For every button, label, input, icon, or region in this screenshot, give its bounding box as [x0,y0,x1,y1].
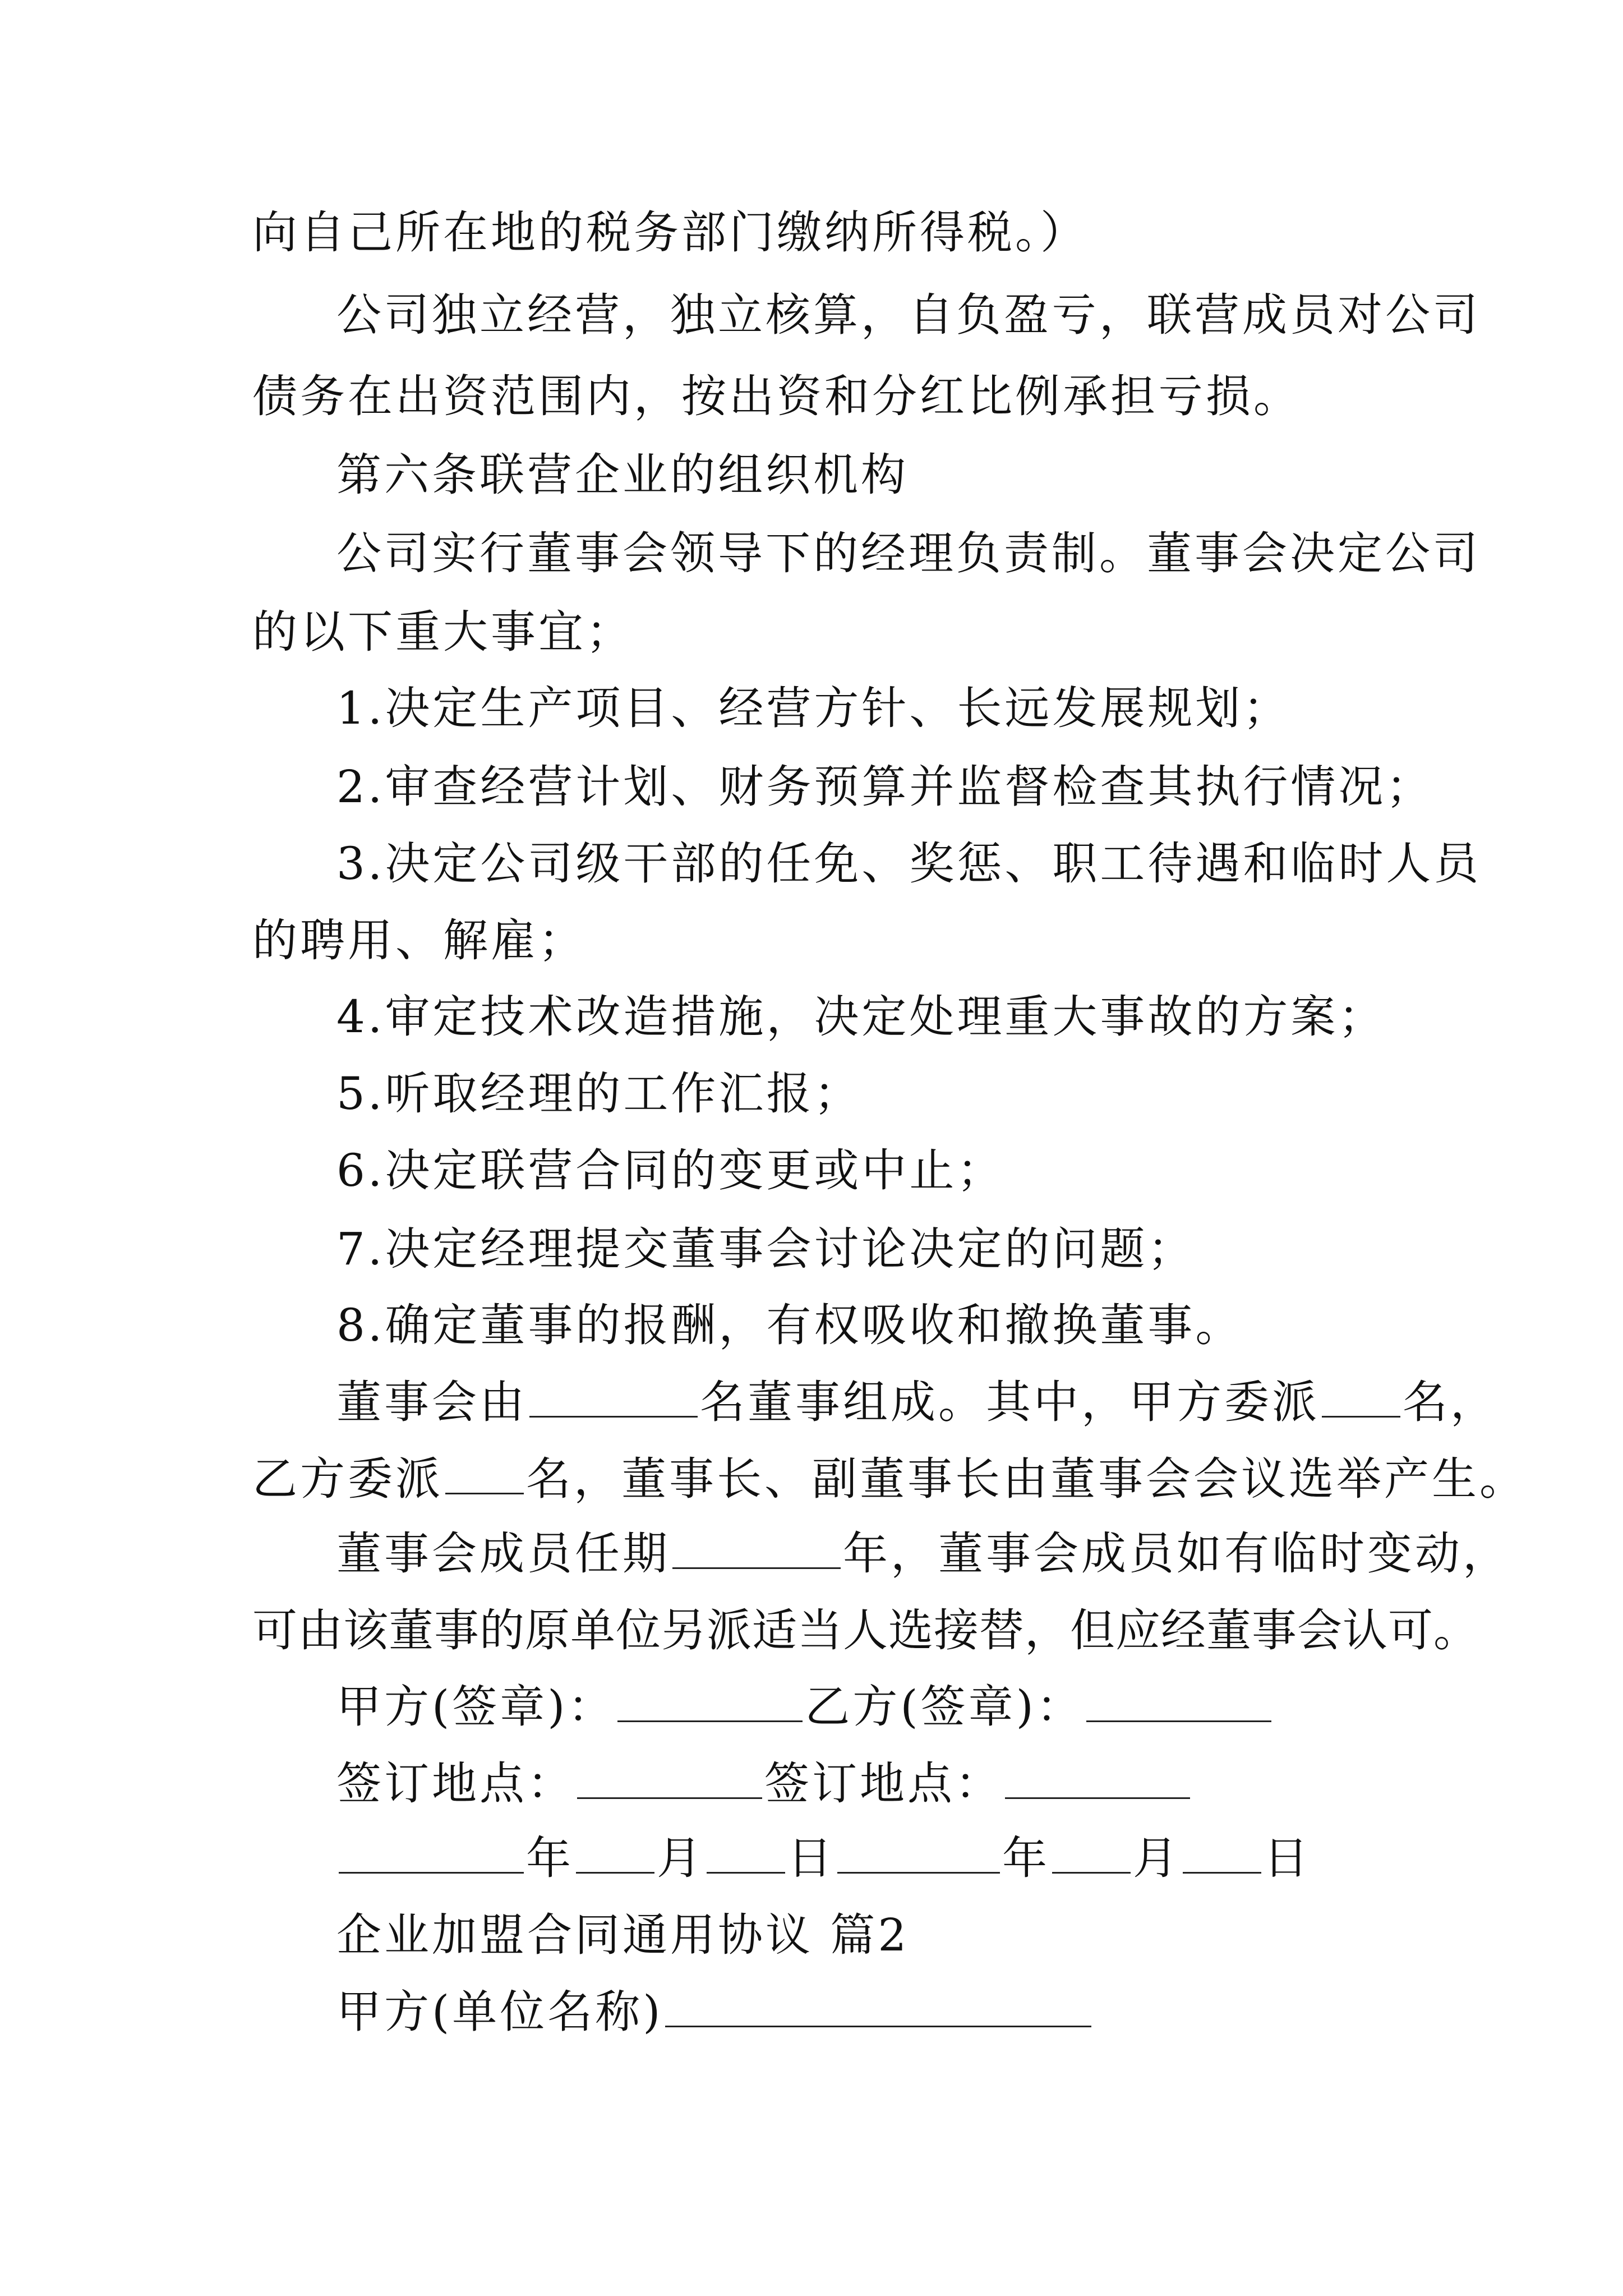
paragraph-line: 债务在出资范围内，按出资和分红比例承担亏损。 [252,370,1301,422]
blank-field [1005,1758,1190,1799]
blank-field [707,1833,785,1874]
blank-field [445,1453,524,1494]
blank-field [1322,1377,1400,1418]
board-text: 董事会成员任期 [336,1527,670,1580]
month-label: 月 [1133,1832,1181,1884]
paragraph-line: 向自己所在地的税务部门缴纳所得税。） [252,206,1088,259]
blank-field [577,1758,762,1799]
list-item: 7.决定经理提交董事会讨论决定的问题； [336,1223,1196,1275]
date-line [336,1830,1311,1887]
party-a-signature-label: 甲方(签章)： [336,1681,616,1733]
party-b-signature-label: 乙方(签章)： [805,1681,1084,1733]
board-text: 乙方委派 [252,1453,443,1505]
day-label: 日 [787,1832,835,1884]
signing-place-label: 签订地点： [764,1757,1003,1810]
board-term-line [336,1526,1510,1582]
paragraph-line: 公司独立经营，独立核算，自负盈亏，联营成员对公司 [336,289,1481,341]
blank-field [576,1833,654,1874]
blank-field [837,1833,1000,1874]
party-a-unit-label: 甲方(单位名称) [336,1986,663,2038]
list-item: 1.决定生产项目、经营方针、长远发展规划； [336,682,1291,734]
article-heading: 第六条联营企业的组织机构 [336,449,909,501]
blank-field [1183,1833,1261,1874]
signing-place-label: 签订地点： [336,1757,575,1810]
blank-field [339,1833,524,1874]
day-label: 日 [1264,1832,1311,1884]
blank-field [617,1681,803,1722]
board-composition-line [336,1374,1498,1430]
list-item: 2.审查经营计划、财务预算并监督检查其执行情况； [336,761,1434,813]
list-item: 6.决定联营合同的变更或中止； [336,1144,1005,1197]
list-item: 8.确定董事的报酬，有权吸收和撤换董事。 [336,1299,1243,1351]
list-item-continued: 的聘用、解雇； [252,914,586,967]
board-text: 名董事组成。其中，甲方委派 [700,1376,1320,1428]
board-text: 年，董事会成员如有临时变动， [843,1527,1510,1580]
year-label: 年 [1002,1832,1050,1884]
month-label: 月 [657,1832,704,1884]
paragraph-line: 公司实行董事会领导下的经理负责制。董事会决定公司 [336,527,1481,579]
section-title: 企业加盟合同通用协议 篇2 [336,1909,910,1961]
list-item: 3.决定公司级干部的任免、奖惩、职工待遇和临时人员 [336,838,1482,890]
signing-place-line [336,1756,1192,1812]
board-term-line: 可由该董事的原单位另派适当人选接替，但应经董事会认可。 [252,1604,1479,1657]
list-item: 5.听取经理的工作汇报； [336,1068,862,1120]
board-text: 董事会由 [336,1376,527,1428]
blank-field [1052,1833,1131,1874]
list-item: 4.审定技术改造措施，决定处理重大事故的方案； [336,991,1386,1043]
blank-field [665,1986,1091,2027]
board-composition-line [252,1451,1527,1507]
party-a-unit-line [336,1984,1094,2040]
blank-field [1086,1681,1271,1722]
year-label: 年 [526,1832,574,1884]
paragraph-line: 的以下重大事宜； [252,606,634,658]
signature-line [336,1679,1274,1735]
board-text: 名， [1403,1376,1498,1428]
blank-field [672,1528,841,1569]
blank-field [529,1377,698,1418]
board-text: 名，董事长、副董事长由董事会会议选举产生。 [526,1453,1527,1505]
